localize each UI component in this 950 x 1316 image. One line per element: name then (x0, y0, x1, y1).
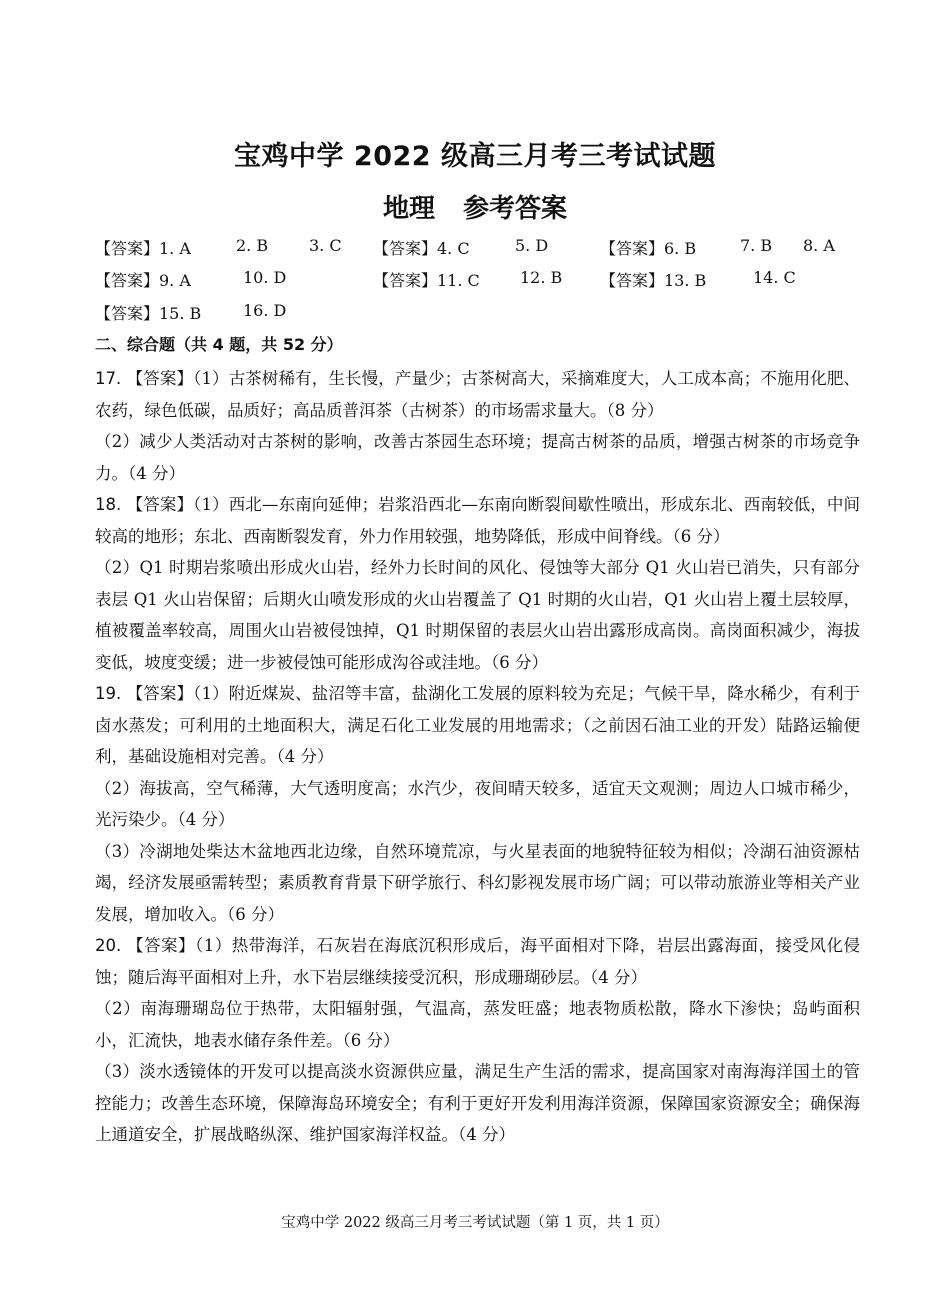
choice-answer: 【答案】13. B (600, 271, 707, 290)
question-number: 17. (95, 369, 122, 388)
subject-label: 地理 (382, 194, 435, 224)
choice-answer: 14. C (753, 268, 796, 287)
answer-text: 【答案】（1）热带海洋，石灰岩在海底沉积形成后，海平面相对下降，岩层出露海面，接受风化侵蚀；随后海平面相对上升，水下岩层继续接受沉积，形成珊瑚砂层。（4 分） (95, 936, 861, 987)
question-number: 19. (95, 684, 122, 703)
question-17-part-1 (95, 363, 860, 426)
question-18-part-2: （2）Q1 时期岩浆喷出形成火山岩，经外力长时间的风化、侵蚀等大部分 Q1 火山岩已消失，只有部分表层 Q1 火山岩保留；后期火山喷发形成的火山岩覆盖了 Q1 时期的火山岩，Q1 火山岩上覆土层较厚，植被覆盖率较高，周围火山岩被侵蚀掉，Q1 时期保留的表层火山岩出露形成高岗。高岗面积减少，海拔变低，坡度变缓；进一步被侵蚀可能形成沟谷或洼地。（6 分） (95, 558, 860, 672)
section-heading: 二、综合题（共 4 题，共 52 分） (95, 335, 343, 354)
choice-answer: 【答案】6. B (600, 239, 697, 258)
choice-answer: 【答案】11. C (373, 271, 480, 290)
choice-answer: 7. B (740, 236, 773, 255)
page-title: 宝鸡中学 2022 级高三月考三考试试题 (234, 141, 716, 172)
choice-answer: 16. D (243, 301, 287, 320)
question-19-part-3: （3）冷湖地处柴达木盆地西北边缘，自然环境荒凉，与火星表面的地貌特征较为相似；冷湖石油资源枯竭，经济发展亟需转型；素质教育背景下研学旅行、科幻影视发展市场广阔；可以带动旅游业等相关产业发展，增加收入。（6 分） (95, 841, 860, 924)
page-footer: 宝鸡中学 2022 级高三月考三考试试题（第 1 页，共 1 页） (281, 1215, 669, 1231)
choice-answer: 12. B (520, 268, 563, 287)
answer-key-label: 参考答案 (463, 194, 568, 224)
choice-answer: 8. A (803, 236, 835, 255)
question-20-part-1 (95, 930, 860, 993)
answer-body (95, 363, 860, 1151)
answer-text: 【答案】（1）西北—东南向延伸；岩浆沿西北—东南向断裂间歇性喷出，形成东北、西南较低，中间较高的地形；东北、西南断裂发育，外力作用较强，地势降低，形成中间脊线。（6 分） (95, 495, 861, 546)
question-18-part-1 (95, 489, 860, 552)
question-19-part-1 (95, 678, 860, 773)
choice-answer: 3. C (309, 236, 342, 255)
question-20-part-2: （2）南海珊瑚岛位于热带，太阳辐射强，气温高，蒸发旺盛；地表物质松散，降水下渗快；岛屿面积小，汇流快，地表水储存条件差。（6 分） (95, 999, 860, 1050)
question-number: 20. (95, 936, 122, 955)
question-20-part-3: （3）淡水透镜体的开发可以提高淡水资源供应量，满足生产生活的需求，提高国家对南海海洋国土的管控能力；改善生态环境，保障海岛环境安全；有利于更好开发利用海洋资源，保障国家资源安全；确保海上通道安全，扩展战略纵深、维护国家海洋权益。（4 分） (95, 1062, 860, 1144)
question-19-part-2: （2）海拔高，空气稀薄，大气透明度高；水汽少，夜间晴天较多，适宜天文观测；周边人口城市稀少，光污染少。（4 分） (95, 778, 860, 829)
choice-answer-row-2 (95, 268, 875, 298)
choice-answer: 【答案】1. A (95, 239, 191, 258)
question-17-part-2: （2）减少人类活动对古茶树的影响，改善古茶园生态环境；提高古树茶的品质，增强古树茶的市场竞争力。（4 分） (95, 432, 860, 483)
choice-answer: 【答案】15. B (95, 304, 202, 323)
answer-text: 【答案】（1）附近煤炭、盐沼等丰富，盐湖化工发展的原料较为充足；气候干旱，降水稀少，有利于卤水蒸发；可利用的土地面积大，满足石化工业发展的用地需求；（之前因石油工业的开发）陆路运输便利，基础设施相对完善。（4 分） (95, 684, 861, 766)
choice-answer: 【答案】4. C (373, 239, 470, 258)
page-subtitle (0, 188, 950, 225)
choice-answer-row-1 (95, 236, 875, 266)
choice-answer: 5. D (515, 236, 549, 255)
choice-answer-row-3 (95, 301, 875, 331)
choice-answer: 2. B (236, 236, 269, 255)
answer-text: 【答案】（1）古茶树稀有，生长慢，产量少；古茶树高大，采摘难度大，人工成本高；不施用化肥、农药，绿色低碳，品质好；高品质普洱茶（古树茶）的市场需求量大。（8 分） (95, 369, 861, 420)
choice-answer: 10. D (243, 268, 287, 287)
choice-answer: 【答案】9. A (95, 271, 191, 290)
question-number: 18. (95, 495, 122, 514)
